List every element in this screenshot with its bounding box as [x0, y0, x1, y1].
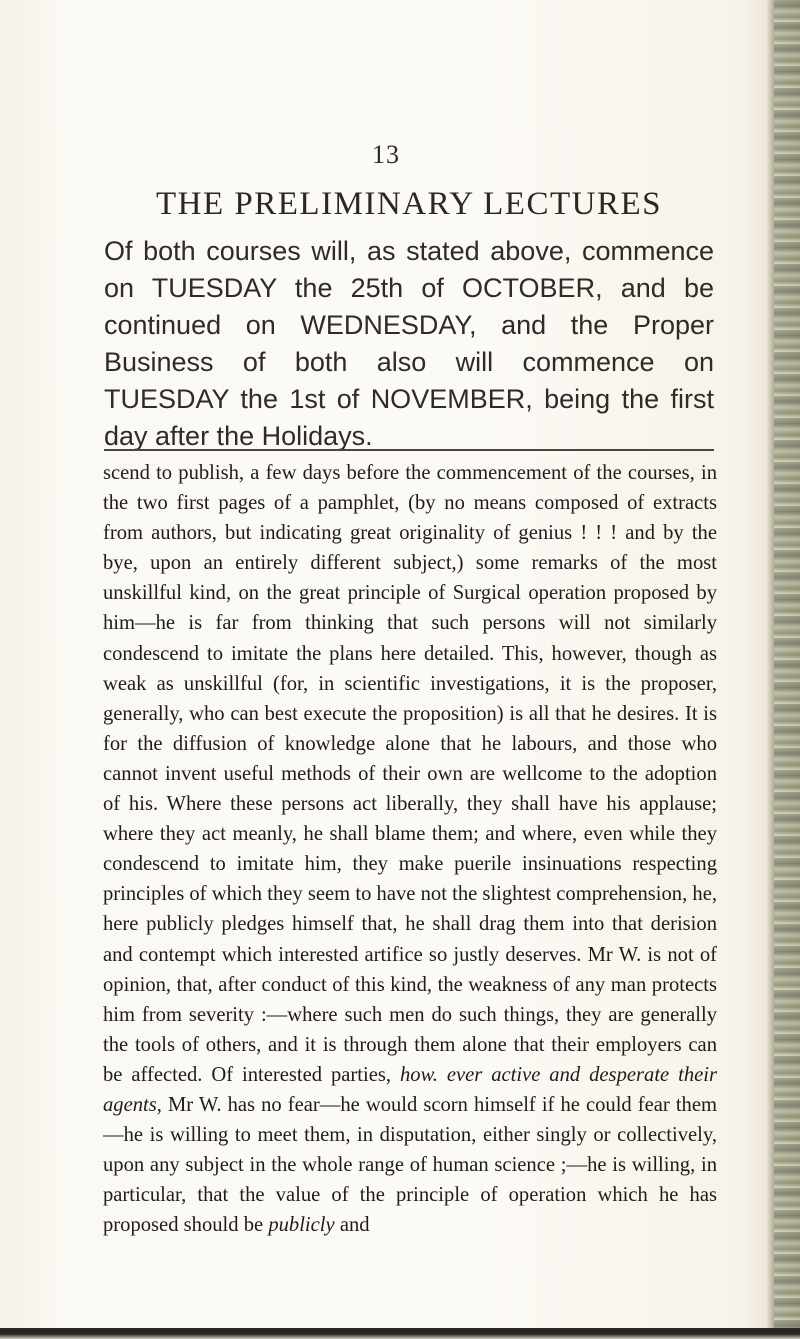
- binding-edge: [774, 0, 800, 1339]
- notice-title: THE PRELIMINARY LECTURES: [156, 186, 662, 222]
- body-text-part-1: scend to publish, a few days before the commencement of the courses, in the two first pages of a pamphlet, (by no means composed of extracts from authors, but indicating great originality of genius ! ! ! and by the bye, upon an entirely different subject,) some remarks of the most unskillful kind, on the great principle of Surgical operation proposed by him—he is far from thinking that such persons will not similarly condescend to imitate the plans here detailed. This, however, though as weak as unskillful (for, in scientific investigations, it is the proposer, generally, who can best execute the proposition) is all that he desires. It is for the diffusion of knowledge alone that he labours, and those who cannot invent useful methods of their own are wellcome to the adoption of his. Where these persons act liberally, they shall have his applause; where they act meanly, he shall blame them; and where, even while they condescend to imitate him, they make puerile insinuations respecting principles of which they seem to have not the slightest comprehension, he, here publicly pledges himself that, he shall drag them into that derision and contempt which interested artifice so justly deserves. Mr W. is not of opinion, that, after conduct of this kind, the weakness of any man protects him from severity :—where such men do such things, they are generally the tools of others, and it is through them alone that their employers can be affected. Of interested parties,: [103, 462, 717, 1086]
- body-text-part-2: Mr W. has no fear—he would scorn himself if he could fear them—he is willing to meet them, in disputation, either singly or collectively, upon any subject in the whole range of human science ;—he is willing, in particular, that the value of the principle of operation which he has proposed should be: [103, 1093, 717, 1237]
- lecture-notice: [104, 186, 714, 455]
- body-italic-part-1: how. ever active and desperate their agents,: [103, 1063, 718, 1116]
- body-italic-part-2: publicly: [268, 1214, 335, 1237]
- notice-text: Of both courses will, as stated above, commence on TUESDAY the 25th of OCTOBER, and be continued on WEDNESDAY, and the Proper Business of both also will commence on TUESDAY the 1st of NOVEMBER, being the first day after the Holidays.: [104, 236, 714, 451]
- bottom-edge-rule: [0, 1328, 800, 1339]
- body-paragraph: [103, 458, 717, 1240]
- binding-shadow: [766, 0, 774, 1339]
- section-divider: [104, 449, 714, 451]
- page-number: 13: [372, 140, 400, 169]
- body-text-part-3: and: [339, 1214, 370, 1237]
